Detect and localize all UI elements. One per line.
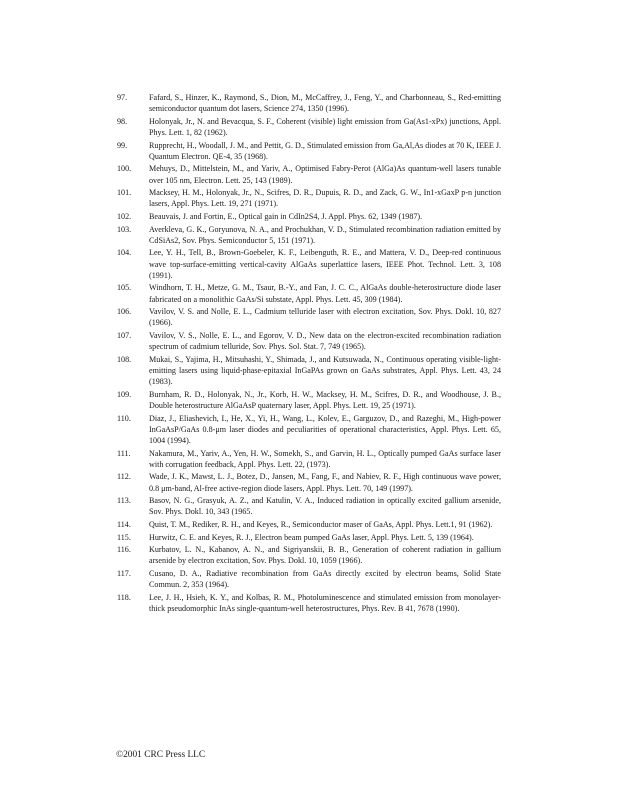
reference-item <box>117 495 501 517</box>
reference-number: 105. <box>117 283 132 293</box>
reference-item <box>117 532 501 543</box>
reference-item <box>117 187 501 209</box>
reference-list <box>117 92 501 616</box>
reference-number: 110. <box>117 413 131 423</box>
reference-item <box>117 544 501 566</box>
reference-number: 114. <box>117 519 131 529</box>
reference-text: Quist, T. M., Rediker, R. H., and Keyes, R., Semiconductor maser of GaAs, Appl. Phys. Lett.1, 91 (1962). <box>149 519 493 529</box>
reference-text: Holonyak, Jr., N. and Bevacqua, S. F., Coherent (visible) light emission from Ga(As1-xPx) junctions, Appl. Phys. Lett. 1, 82 (1962). <box>149 116 501 137</box>
reference-item <box>117 413 501 447</box>
reference-item <box>117 354 501 388</box>
reference-item <box>117 282 501 304</box>
reference-number: 98. <box>117 116 128 126</box>
reference-item <box>117 448 501 470</box>
reference-number: 100. <box>117 164 132 174</box>
reference-number: 116. <box>117 545 131 555</box>
reference-text: Wade, J. K., Mawst, L. J., Botez, D., Jansen, M., Fang, F., and Nabiev, R. F., High continuous wave power, 0.8 μm-band, Al-free active-region diode lasers, Appl. Phys. Lett. 70, 149 (1997). <box>149 472 501 493</box>
reference-number: 112. <box>117 472 131 482</box>
reference-item <box>117 163 501 185</box>
reference-text: Lee, J. H., Hsieh, K. Y., and Kolbas, R. M., Photoluminescence and stimulated emission from monolayer-thick pseudomorphic InAs single-quantum-well heterostructures, Phys. Rev. B 41, 7678 (1990). <box>149 592 501 613</box>
reference-number: 107. <box>117 330 132 340</box>
reference-text: Kurbatov, L. N., Kabanov, A. N., and Sigriyanskii, B. B., Generation of coherent radiation in gallium arsenide by electron excitation, Sov. Phys. Dokl. 10, 1059 (1966). <box>149 545 501 566</box>
copyright-footer: ©2001 CRC Press LLC <box>116 750 206 760</box>
reference-item <box>117 211 501 222</box>
reference-number: 106. <box>117 307 132 317</box>
reference-item <box>117 519 501 530</box>
reference-number: 117. <box>117 568 131 578</box>
reference-item <box>117 471 501 493</box>
reference-text: Nakamura, M., Yariv, A., Yen, H. W., Somekh, S., and Garvin, H. L., Optically pumped GaAs surface laser with corrugation feedback, Appl. Phys. Lett. 22, (1973). <box>149 448 501 469</box>
reference-text: Vavilov, V. S., Nolle, E. L., and Egorov, V. D., New data on the electron-excited recombination radiation spectrum of cadmium telluride, Sov. Phys. Sol. Stat. 7, 749 (1965). <box>149 330 501 352</box>
reference-item <box>117 389 501 411</box>
reference-item <box>117 592 501 614</box>
reference-text: Burnham, R. D., Holonyak, N., Jr., Korb, H. W., Macksey, H. M., Scifres, D. R., and Woodhouse, J. B., Double heterostructure AlGaAsP quaternary laser, Appl. Phys. Lett. 19, 25 (1971). <box>149 389 501 410</box>
reference-number: 101. <box>117 188 132 198</box>
reference-text: Averkleva, G. K., Goryunova, N. A., and Prochukhan, V. D., Stimulated recombination radiation emitted by CdSiAs2, Sov. Phys. Semiconductor 5, 151 (1971). <box>149 224 501 245</box>
reference-text: Rupprecht, H., Woodall, J. M., and Pettit, G. D., Stimulated emission from Ga,Al,As diodes at 70 K, IEEE J. Quantum Electron. QE-4, 35 (1968). <box>149 140 501 161</box>
reference-item <box>117 92 501 114</box>
reference-item <box>117 568 501 590</box>
reference-number: 102. <box>117 211 132 221</box>
reference-text: Beauvais, J. and Fortin, E., Optical gain in CdIn2S4, J. Appl. Phys. 62, 1349 (1987). <box>149 211 423 221</box>
reference-number: 115. <box>117 532 131 542</box>
reference-text: Basov, N. G., Grasyuk, A. Z., and Katulin, V. A., Induced radiation in optically excited gallium arsenide, Sov. Phys. Dokl. 10, 343 (1965. <box>149 496 501 517</box>
reference-item <box>117 306 501 328</box>
reference-number: 99. <box>117 140 128 150</box>
reference-number: 103. <box>117 224 132 234</box>
reference-text: Vavilov, V. S. and Nolle, E. L., Cadmium telluride laser with electron excitation, Sov. Phys. Dokl. 10, 827 (1966). <box>149 307 501 328</box>
reference-text: Windhorn, T. H., Metze, G. M., Tsaur, B.-Y., and Fan, J. C. C., AlGaAs double-heterostructure diode laser fabricated on a monolithic GaAs/Si substate, Appl. Phys. Lett. 45, 309 (1984). <box>149 283 501 304</box>
reference-item <box>117 140 501 162</box>
reference-text: Mukai, S., Yajima, H., Mitsuhashi, Y., Shimada, J., and Kutsuwada, N., Continuous operating visible-light-emitting lasers using liquid-phase-epitaxial InGaPAs grown on GaAs substrates, Appl. Phys. Lett. 43, 24 (1983). <box>149 354 501 387</box>
reference-text: Fafard, S., Hinzer, K., Raymond, S., Dion, M., McCaffrey, J., Feng, Y., and Charbonneau, S., Red-emitting semiconductor quantum dot lasers, Science 274, 1350 (1996). <box>149 93 501 114</box>
reference-number: 113. <box>117 496 131 506</box>
reference-text: Diaz, J., Eliashevich, I., He, X., Yi, H., Wang, L., Kolev, E., Garguzov, D., and Razeghi, M., High-power InGaAsP/GaAs 0.8-μm laser diodes and peculiarities of operational characteristics, Appl. Phys. Lett. 65, 1004 (1994). <box>149 413 501 445</box>
reference-number: 118. <box>117 592 131 602</box>
reference-item <box>117 247 501 281</box>
reference-number: 111. <box>117 448 131 458</box>
reference-text: Macksey, H. M., Holonyak, Jr., N., Scifres, D. R., Dupuis, R. D., and Zack, G. W., In1-xGaxP p-n junction lasers, Appl. Phys. Lett. 19, 271 (1971). <box>149 188 501 209</box>
reference-number: 97. <box>117 93 128 102</box>
reference-text: Hurwitz, C. E. and Keyes, R. J., Electron beam pumped GaAs laser, Appl. Phys. Lett. 5, 139 (1964). <box>149 532 474 542</box>
reference-text: Mehuys, D., Mittelstein, M., and Yariv, A., Optimised Fabry-Perot (AlGa)As quantum-well lasers tunable over 105 nm, Electron. Lett. 25, 143 (1989). <box>149 164 501 185</box>
reference-number: 109. <box>117 389 132 399</box>
reference-item <box>117 330 501 352</box>
reference-item <box>117 116 501 138</box>
reference-text: Cusano, D. A., Radiative recombination from GaAs directly excited by electron beams, Solid State Commun. 2, 353 (1964). <box>149 568 501 590</box>
reference-number: 104. <box>117 248 132 258</box>
reference-text: Lee, Y. H., Tell, B., Brown-Goebeler, K. F., Leibenguth, R. E., and Mattera, V. D., Deep-red continuous wave top-surface-emitting vertical-cavity AlGaAs superlattice lasers, IEEE Phot. Technol. Lett. 3, 108 (1991). <box>149 248 501 280</box>
reference-number: 108. <box>117 354 132 364</box>
reference-item <box>117 224 501 246</box>
